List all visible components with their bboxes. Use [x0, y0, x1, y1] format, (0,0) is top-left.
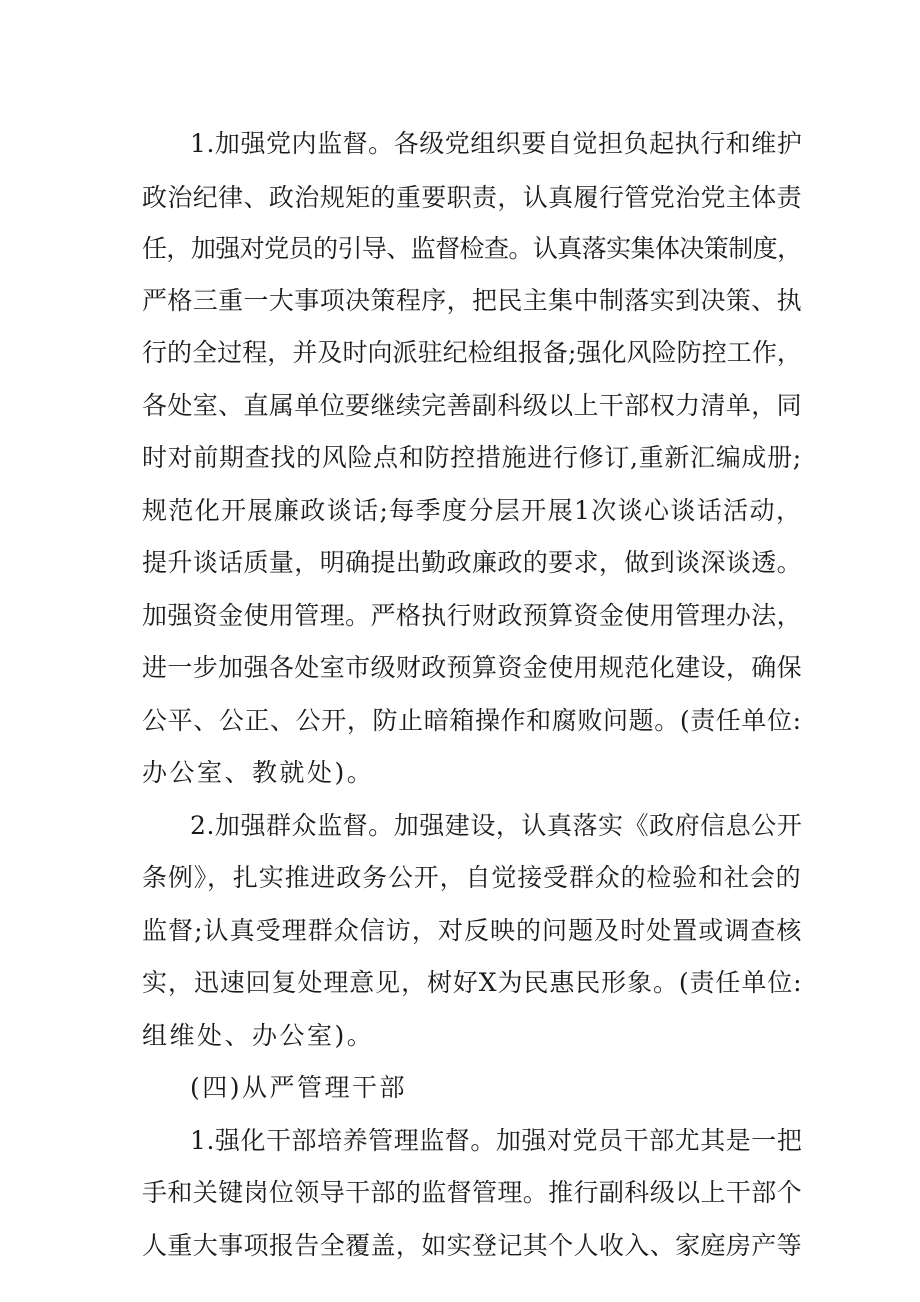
paragraph-line: 条例》，扎实推进政务公开，自觉接受群众的检验和社会的	[142, 863, 802, 892]
paragraph-line: 办公室、教就处)。	[142, 758, 375, 787]
paragraph-line: 公平、公正、公开，防止暗箱操作和腐败问题。(责任单位:	[142, 706, 802, 735]
paragraph-line: 进一步加强各处室市级财政预算资金使用规范化建设，确保	[142, 653, 803, 682]
paragraph-line: 组维处、办公室)。	[142, 1021, 375, 1050]
paragraph-line: 1.加强党内监督。各级党组织要自觉担负起执行和维护	[190, 129, 803, 158]
paragraph-line: 提升谈话质量，明确提出勤政廉政的要求，做到谈深谈透。	[142, 548, 803, 577]
paragraph-line: 人重大事项报告全覆盖，如实登记其个人收入、家庭房产等	[142, 1231, 803, 1260]
paragraph-line: 时对前期查找的风险点和防控措施进行修订,重新汇编成册;	[142, 443, 802, 472]
paragraph-line: 严格三重一大事项决策程序，把民主集中制落实到决策、执	[142, 286, 803, 315]
paragraph-line: 加强资金使用管理。严格执行财政预算资金使用管理办法，	[142, 601, 803, 630]
paragraph-line: 手和关键岗位领导干部的监督管理。推行副科级以上干部个	[142, 1178, 803, 1207]
paragraph-line: 1.强化干部培养管理监督。加强对党员干部尤其是一把	[190, 1126, 803, 1155]
paragraph-line: 政治纪律、政治规矩的重要职责，认真履行管党治党主体责	[142, 183, 803, 212]
paragraph-line: 监督;认真受理群众信访，对反映的问题及时处置或调查核	[142, 916, 803, 945]
paragraph-line: 2.加强群众监督。加强建设，认真落实《政府信息公开	[190, 811, 803, 840]
paragraph-line: 实，迅速回复处理意见，树好X为民惠民形象。(责任单位:	[142, 968, 803, 997]
paragraph-line: 规范化开展廉政谈话;每季度分层开展1次谈心谈话活动，	[142, 496, 803, 525]
paragraph-line: 各处室、直属单位要继续完善副科级以上干部权力清单，同	[142, 391, 803, 420]
section-heading: (四)从严管理干部	[190, 1073, 408, 1102]
paragraph-line: 任，加强对党员的引导、监督检查。认真落实集体决策制度，	[142, 234, 802, 263]
paragraph-line: 行的全过程，并及时向派驻纪检组报备;强化风险防控工作，	[142, 338, 802, 367]
